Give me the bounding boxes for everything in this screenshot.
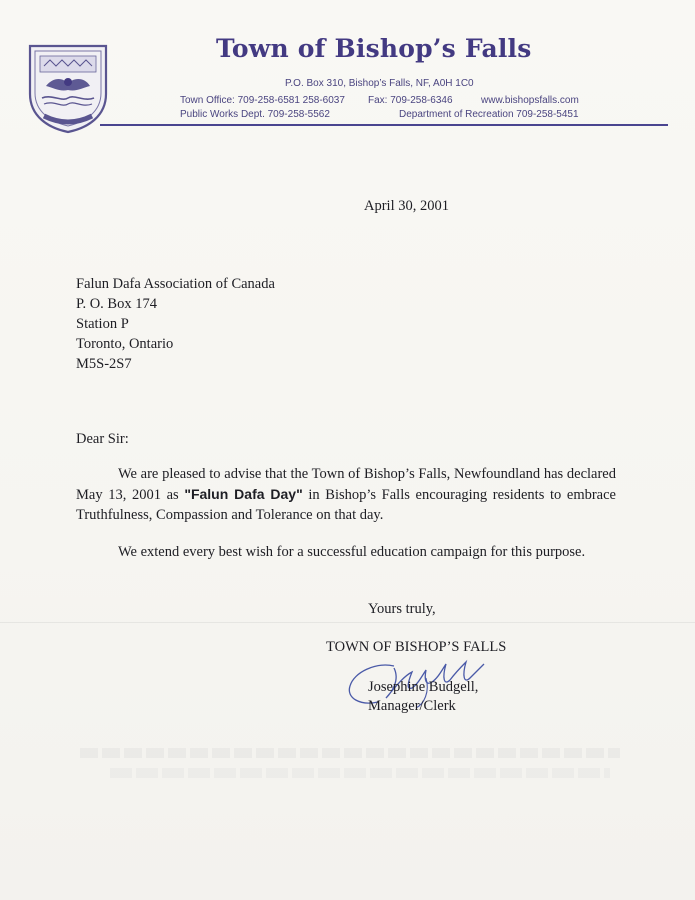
letterhead-public-works-phone: Public Works Dept. 709-258-5562: [180, 109, 330, 120]
signer-name: Josephine Budgell,: [368, 679, 479, 695]
town-crest-icon: [26, 42, 110, 134]
recipient-line: Station P: [76, 316, 129, 332]
signer-title: Manager/Clerk: [368, 698, 456, 714]
fold-line: [0, 622, 695, 623]
salutation: Dear Sir:: [76, 431, 129, 447]
closing: Yours truly,: [368, 601, 436, 617]
letterhead-town-office-phone: Town Office: 709-258-6581 258-6037: [180, 95, 345, 106]
reverse-side-bleed: [110, 768, 610, 778]
paragraph-1-text-end: in Bishop’s Falls encouraging residents to embrace Truthfulness, Compassion and Tolerance on that day.: [76, 487, 616, 523]
letterhead-address: P.O. Box 310, Bishop’s Falls, NF, A0H 1C0: [285, 78, 474, 89]
letterhead-recreation-phone: Department of Recreation 709-258-5451: [399, 109, 579, 120]
recipient-line: Toronto, Ontario: [76, 336, 174, 352]
recipient-line: Falun Dafa Association of Canada: [76, 276, 275, 292]
paragraph-2-text: We extend every best wish for a successful education campaign for this purpose.: [118, 544, 586, 560]
letter-date: April 30, 2001: [364, 198, 449, 214]
paragraph-1-text-start: We are pleased to advise that the Town of Bishop’s Falls, Newfoundland has declared May 13, 2001 as: [76, 466, 616, 503]
reverse-side-bleed: [80, 748, 620, 758]
body-paragraph-2: [76, 542, 616, 562]
recipient-line: P. O. Box 174: [76, 296, 157, 312]
letterhead-fax: Fax: 709-258-6346: [368, 95, 453, 106]
recipient-line: M5S-2S7: [76, 356, 132, 372]
letterhead-website-link[interactable]: www.bishopsfalls.com: [481, 95, 579, 106]
town-name-heading: Town of Bishop’s Falls: [216, 34, 532, 63]
letterhead-divider: [100, 124, 668, 126]
signature-organization: TOWN OF BISHOP’S FALLS: [326, 639, 507, 655]
body-paragraph-1: [76, 464, 616, 525]
falun-dafa-day-emphasis: "Falun Dafa Day": [184, 486, 303, 502]
